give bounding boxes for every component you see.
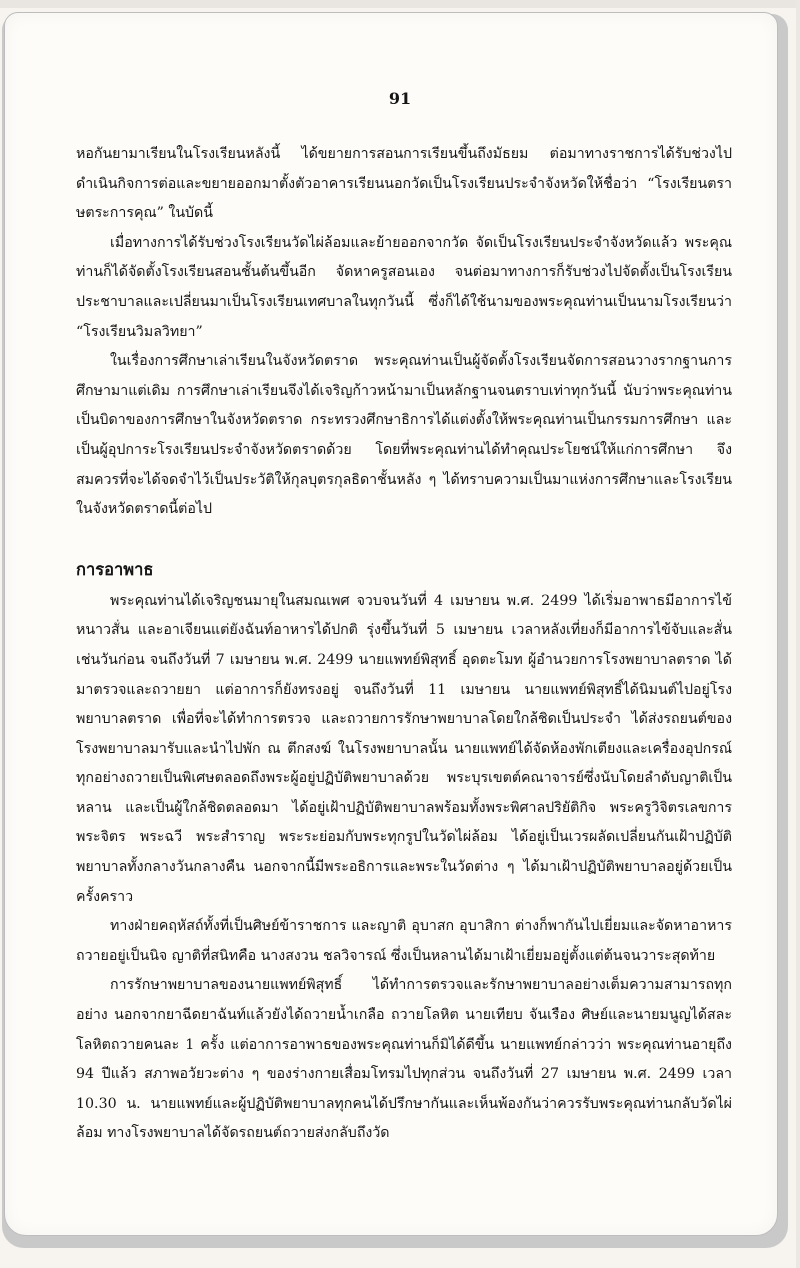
body-paragraph-continuation: หอกันยามาเรียนในโรงเรียนหลังนี้ ได้ขยายการสอนการเรียนขึ้นถึงมัธยม ต่อมาทางราชการได้รับช่วงไปดำเนินกิจการต่อและขยายออกมาตั้งตัวอาคารเรียนนอกวัดเป็นโรงเรียนประจำจังหวัดให้ชื่อว่า “โรงเรียนตราษตระการคุณ” ในบัดนี้ [76, 146, 732, 222]
body-paragraph: ในเรื่องการศึกษาเล่าเรียนในจังหวัดตราด พระคุณท่านเป็นผู้จัดตั้งโรงเรียนจัดการสอนวางรากฐานการศึกษามาแต่เดิม การศึกษาเล่าเรียนจึงได้เจริญก้าวหน้ามาเป็นหลักฐานจนตราบเท่าทุกวันนี้ นับว่าพระคุณท่านเป็นบิดาของการศึกษาในจังหวัดตราด กระทรวงศึกษาธิการได้แต่งตั้งให้พระคุณท่านเป็นกรรมการศึกษา และเป็นผู้อุปการะโรงเรียนประจำจังหวัดตราดด้วย โดยที่พระคุณท่านได้ทำคุณประโยชน์ให้แก่การศึกษา จึงสมควรที่จะได้จดจำไว้เป็นประวัติให้กุลบุตรกุลธิดาชั้นหลัง ๆ ได้ทราบความเป็นมาแห่งการศึกษาและโรงเรียนในจังหวัดตราดนี้ต่อไป [76, 353, 732, 518]
page-number: 91 [388, 89, 412, 108]
body-paragraph: เมื่อทางการได้รับช่วงโรงเรียนวัดไผ่ล้อมและย้ายออกจากวัด จัดเป็นโรงเรียนประจำจังหวัดแล้ว พระคุณท่านก็ได้จัดตั้งโรงเรียนสอนชั้นต้นขึ้นอีก จัดหาครูสอนเอง จนต่อมาทางการก็รับช่วงไปจัดตั้งเป็นโรงเรียนประชาบาลและเปลี่ยนมาเป็นโรงเรียนเทศบาลในทุกวันนี้ ซึ่งก็ได้ใช้นามของพระคุณท่านเป็นนามโรงเรียนว่า “โรงเรียนวิมลวิทยา” [76, 234, 732, 340]
section-heading: การอาพาธ [76, 559, 154, 579]
body-paragraph: ทางฝ่ายคฤหัสถ์ทั้งที่เป็นศิษย์ข้าราชการ และญาติ อุบาสก อุบาสิกา ต่างก็พากันไปเยี่ยมและจัดหาอาหารถวายอยู่เป็นนิจ ญาติที่สนิทคือ นางสงวน ชลวิจารณ์ ซึ่งเป็นหลานได้มาเฝ้าเยี่ยมอยู่ตั้งแต่ต้นจนวาระสุดท้าย [76, 918, 732, 964]
scan-edge-right [796, 0, 800, 1268]
page-body [76, 140, 732, 1149]
body-paragraph: พระคุณท่านได้เจริญชนมายุในสมณเพศ จวบจนวันที่ 4 เมษายน พ.ศ. 2499 ได้เริ่มอาพาธมีอาการไข้หนาวสั่น และอาเจียนแต่ยังฉันท์อาหารได้ปกติ รุ่งขึ้นวันที่ 5 เมษายน เวลาหลังเที่ยงก็มีอาการไข้จับและสั่นเช่นวันก่อน จนถึงวันที่ 7 เมษายน พ.ศ. 2499 นายแพทย์พิสุทธิ์ อุดตะโมท ผู้อำนวยการโรงพยาบาลตราด ได้มาตรวจและถวายยา แต่อาการก็ยังทรงอยู่ จนถึงวันที่ 11 เมษายน นายแพทย์พิสุทธิ์ได้นิมนต์ไปอยู่โรงพยาบาลตราด เพื่อที่จะได้ทำการตรวจ และถวายการรักษาพยาบาลโดยใกล้ชิดเป็นประจำ ได้ส่งรถยนต์ของโรงพยาบาลมารับและนำไปพัก ณ ตึกสงฆ์ ในโรงพยาบาลนั้น นายแพทย์ได้จัดห้องพักเตียงและเครื่องอุปกรณ์ ทุกอย่างถวายเป็นพิเศษตลอดถึงพระผู้อยู่ปฏิบัติพยาบาลด้วย พระบุรเขตต์คณาจารย์ซึ่งนับโดยลำดับญาติเป็นหลาน และเป็นผู้ใกล้ชิดตลอดมา ได้อยู่เฝ้าปฏิบัติพยาบาลพร้อมทั้งพระพิศาลปริยัติกิจ พระครูวิจิตรเลขการ พระจิตร พระฉวี พระสำราญ พระระย่อมกับพระทุกรูปในวัดไผ่ล้อม ได้อยู่เป็นเวรผลัดเปลี่ยนกันเฝ้าปฏิบัติพยาบาลทั้งกลางวันกลางคืน นอกจากนี้มีพระอธิการและพระในวัดต่าง ๆ ได้มาเฝ้าปฏิบัติพยาบาลอยู่ด้วยเป็นครั้งคราว [76, 592, 732, 905]
body-paragraph: การรักษาพยาบาลของนายแพทย์พิสุทธิ์ ได้ทำการตรวจและรักษาพยาบาลอย่างเต็มความสามารถทุกอย่าง นอกจากยาฉีดยาฉันท์แล้วยังได้ถวายน้ำเกลือ ถวายโลหิต นายเทียบ จันเรือง ศิษย์และนายมนูญได้สละโลหิตถวายคนละ 1 ครั้ง แต่อาการอาพาธของพระคุณท่านก็มิได้ดีขึ้น นายแพทย์กล่าวว่า พระคุณท่านอายุถึง 94 ปีแล้ว สภาพอวัยวะต่าง ๆ ของร่างกายเสื่อมโทรมไปทุกส่วน จนถึงวันที่ 27 เมษายน พ.ศ. 2499 เวลา 10.30 น. นายแพทย์และผู้ปฏิบัติพยาบาลทุกคนได้ปรึกษากันและเห็นพ้องกันว่าควรรับพระคุณท่านกลับวัดไผ่ล้อม ทางโรงพยาบาลได้จัดรถยนต์ถวายส่งกลับถึงวัด [76, 977, 732, 1142]
scan-edge-top [0, 0, 800, 8]
